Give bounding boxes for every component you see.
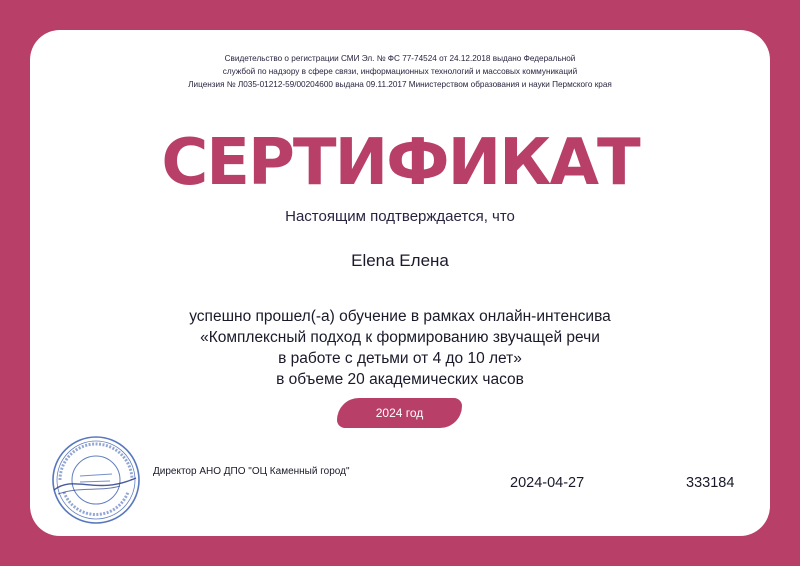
- registration-line-3: Лицензия № Л035-01212-59/00204600 выдана 09.11.2017 Министерством образования и науки Пермского края: [188, 80, 612, 89]
- director-signature-label: Директор АНО ДПО "ОЦ Каменный город": [153, 466, 350, 477]
- course-hours-line: [30, 369, 770, 390]
- registration-line-1: Свидетельство о регистрации СМИ Эл. № ФС 77-74524 от 24.12.2018 выдано Федеральной: [224, 54, 576, 63]
- course-description: [30, 306, 770, 390]
- confirm-text: Настоящим подтверждается, что: [285, 208, 515, 225]
- course-line-1: успешно прошел(-а) обучение в рамках онлайн-интенсива: [189, 308, 611, 325]
- course-line-2: «Комплексный подход к формированию звучащей речи: [200, 329, 600, 346]
- certificate-title: СЕРТИФИКАТ: [161, 126, 639, 200]
- hours-prefix: в объеме: [276, 371, 348, 388]
- issue-date: 2024-04-27: [510, 475, 585, 491]
- year-badge: 2024 год: [337, 398, 462, 428]
- course-line-3: в работе с детьми от 4 до 10 лет»: [278, 350, 522, 367]
- registration-info: [30, 52, 770, 91]
- registration-line-2: службой по надзору в сфере связи, информационных технологий и массовых коммуникаций: [222, 67, 578, 76]
- recipient-name: Elena Елена: [351, 251, 449, 270]
- seal-stamp-icon: [50, 434, 142, 526]
- hours-value: 20 академических часов: [347, 371, 524, 388]
- certificate-card: [30, 30, 770, 536]
- certificate-number: 333184: [686, 475, 735, 491]
